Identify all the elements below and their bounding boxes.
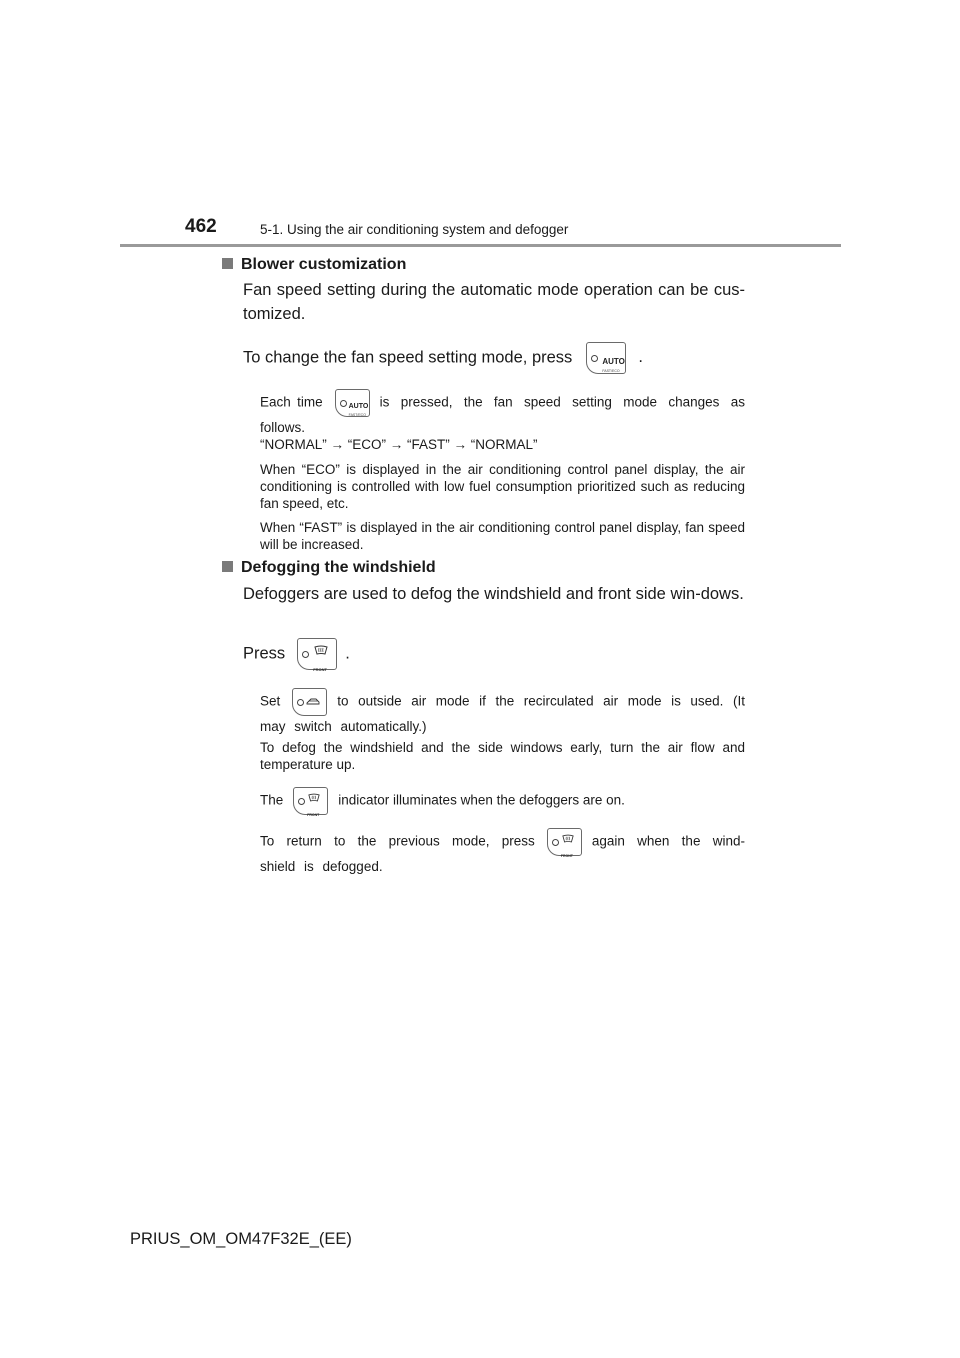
defogger-indicator-note	[260, 787, 745, 815]
windshield-defog-icon	[562, 834, 574, 843]
instruction-period: .	[638, 348, 643, 367]
windshield-defog-icon	[308, 793, 320, 802]
fast-mode-note: When “FAST” is displayed in the air conditioning control panel display, fan speed will be increased.	[260, 520, 745, 552]
section-heading-defogging	[222, 559, 436, 577]
front-defogger-button-icon	[297, 638, 337, 670]
note-text: Set	[260, 693, 281, 709]
indicator-led-icon	[591, 355, 598, 362]
auto-button-label: AUTO	[602, 357, 625, 366]
note-text: Each time	[260, 394, 323, 410]
front-defogger-button-icon	[547, 828, 582, 856]
section-heading-text: Defogging the windshield	[241, 559, 436, 576]
page-number: 462	[185, 216, 217, 237]
blower-note-each-time	[260, 389, 745, 439]
fan-mode-sequence: “NORMAL” → “ECO” → “FAST” → “NORMAL”	[260, 437, 538, 452]
auto-button-label: AUTO	[348, 403, 369, 410]
indicator-led-icon	[297, 699, 304, 706]
instruction-period: .	[345, 644, 350, 663]
outside-air-icon	[306, 697, 320, 705]
return-previous-mode-note	[260, 828, 745, 878]
note-text: to outside air mode if the recirculated air mode is used. (It may switch automatically.)	[260, 693, 745, 734]
auto-button-icon	[335, 389, 370, 417]
outside-air-note	[260, 688, 745, 738]
section-heading-text: Blower customization	[241, 256, 407, 273]
instruction-text: Press	[243, 644, 286, 663]
windshield-defog-icon	[314, 645, 328, 655]
defog-tip-note: To defog the windshield and the side windows early, turn the air flow and temperature up.	[260, 740, 745, 772]
note-text: indicator illuminates when the defoggers are on.	[338, 792, 625, 808]
square-bullet-icon	[222, 561, 233, 572]
indicator-led-icon	[298, 798, 305, 805]
note-text: is pressed, the fan speed setting mode changes as follows.	[260, 394, 745, 435]
indicator-led-icon	[552, 839, 559, 846]
chapter-title: 5-1. Using the air conditioning system and defogger	[260, 222, 569, 237]
front-button-label: FRONT	[307, 813, 320, 817]
front-button-label: FRONT	[313, 667, 327, 672]
square-bullet-icon	[222, 258, 233, 269]
defog-intro-paragraph: Defoggers are used to defog the windshield and front side win-dows.	[243, 585, 744, 603]
auto-button-icon	[586, 342, 626, 374]
blower-instruction-paragraph	[243, 342, 745, 374]
indicator-led-icon	[302, 651, 309, 658]
note-text: again when the wind-shield is defogged.	[260, 833, 745, 874]
header-divider	[120, 244, 841, 247]
front-button-label: FRONT	[560, 854, 573, 858]
note-text: To return to the previous mode, press	[260, 833, 535, 849]
section-heading-blower	[222, 256, 406, 274]
document-id: PRIUS_OM_OM47F32E_(EE)	[130, 1230, 352, 1248]
air-intake-button-icon	[292, 688, 327, 716]
eco-mode-note: When “ECO” is displayed in the air conditioning control panel display, the air conditioning is controlled with low fuel consumption prioritized such as reducing fan speed, etc.	[260, 462, 745, 511]
indicator-led-icon	[340, 400, 347, 407]
auto-button-sublabel: FAST/ECO	[348, 413, 366, 417]
note-text: The	[260, 792, 284, 808]
front-defogger-button-icon	[293, 787, 328, 815]
blower-intro-paragraph: Fan speed setting during the automatic mode operation can be cus-tomized.	[243, 281, 745, 323]
instruction-text: To change the fan speed setting mode, press	[243, 348, 573, 367]
auto-button-sublabel: FAST/ECO	[602, 369, 620, 373]
defog-press-instruction	[243, 638, 745, 670]
